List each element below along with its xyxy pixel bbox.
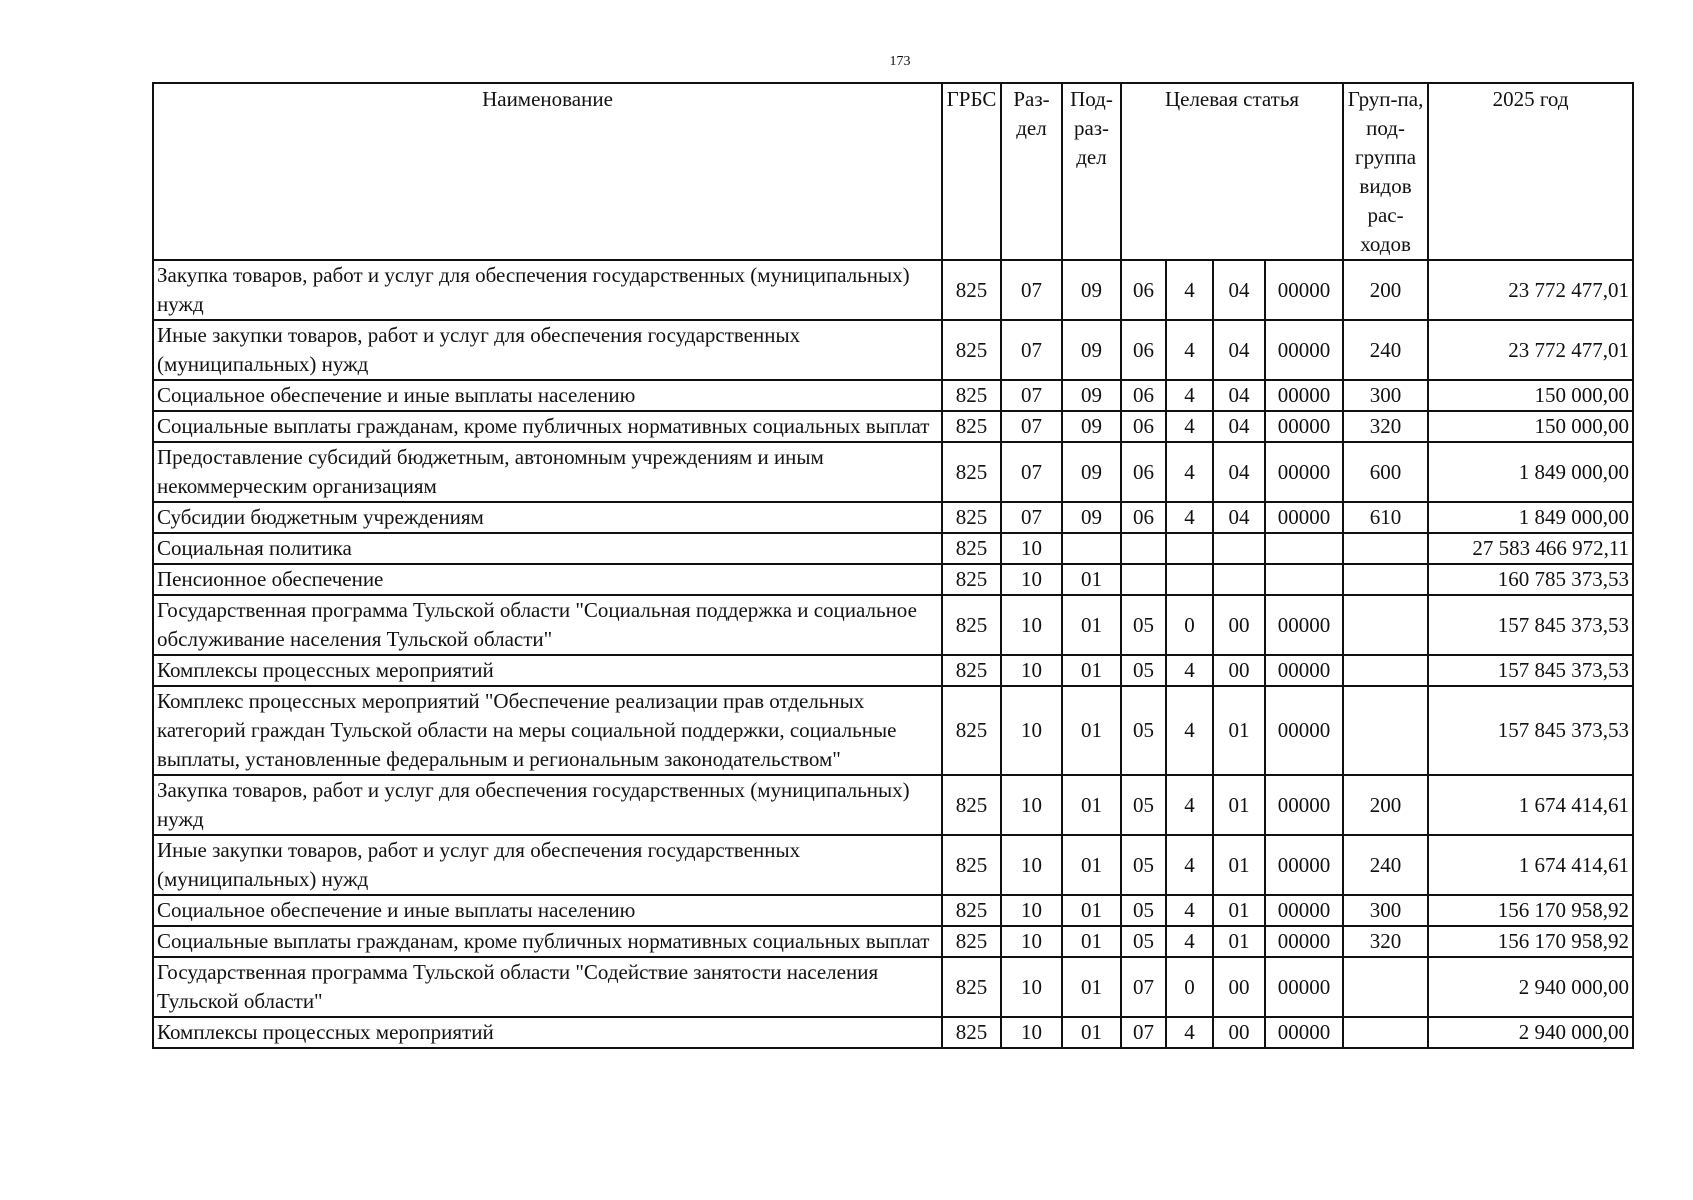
row-amount: 157 845 373,53 — [1428, 595, 1633, 655]
table-row — [153, 655, 1633, 686]
header-target: Целевая статья — [1121, 83, 1343, 260]
row-razdel: 07 — [1001, 502, 1062, 533]
row-name: Социальная политика — [153, 533, 942, 564]
row-target-sub: 04 — [1213, 442, 1265, 502]
row-razdel: 10 — [1001, 895, 1062, 926]
row-target-sub: 01 — [1213, 926, 1265, 957]
row-amount: 1 674 414,61 — [1428, 775, 1633, 835]
row-target-type: 4 — [1166, 926, 1213, 957]
row-podrazdel: 01 — [1062, 926, 1121, 957]
row-name: Иные закупки товаров, работ и услуг для обеспечения государственных (муниципальных) нужд — [153, 835, 942, 895]
table-row — [153, 502, 1633, 533]
row-razdel: 10 — [1001, 655, 1062, 686]
header-year: 2025 год — [1428, 83, 1633, 260]
row-target-code: 00000 — [1265, 320, 1343, 380]
row-target-sub: 01 — [1213, 835, 1265, 895]
row-razdel: 07 — [1001, 380, 1062, 411]
row-target-code: 00000 — [1265, 775, 1343, 835]
header-group: Груп-па, под-группа видов рас-ходов — [1343, 83, 1428, 260]
row-target-sub: 00 — [1213, 1017, 1265, 1048]
row-target-program: 06 — [1121, 502, 1166, 533]
row-target-program: 05 — [1121, 655, 1166, 686]
row-target-type: 4 — [1166, 1017, 1213, 1048]
row-target-code: 00000 — [1265, 380, 1343, 411]
row-grbs: 825 — [942, 320, 1001, 380]
row-expense-group — [1343, 686, 1428, 775]
row-target-type: 4 — [1166, 380, 1213, 411]
row-target-code — [1265, 564, 1343, 595]
row-expense-group — [1343, 564, 1428, 595]
row-podrazdel: 09 — [1062, 411, 1121, 442]
row-target-program: 07 — [1121, 1017, 1166, 1048]
table-row — [153, 533, 1633, 564]
row-target-program: 06 — [1121, 411, 1166, 442]
table-row — [153, 260, 1633, 320]
row-razdel: 10 — [1001, 1017, 1062, 1048]
row-amount: 160 785 373,53 — [1428, 564, 1633, 595]
row-target-sub: 00 — [1213, 595, 1265, 655]
table-row — [153, 380, 1633, 411]
row-name: Субсидии бюджетным учреждениям — [153, 502, 942, 533]
row-podrazdel: 01 — [1062, 686, 1121, 775]
row-target-program: 07 — [1121, 957, 1166, 1017]
row-razdel: 07 — [1001, 320, 1062, 380]
row-expense-group: 610 — [1343, 502, 1428, 533]
row-target-sub: 04 — [1213, 380, 1265, 411]
row-name: Социальные выплаты гражданам, кроме публичных нормативных социальных выплат — [153, 926, 942, 957]
row-amount: 1 849 000,00 — [1428, 442, 1633, 502]
row-grbs: 825 — [942, 380, 1001, 411]
row-target-program: 05 — [1121, 595, 1166, 655]
table-row — [153, 775, 1633, 835]
row-amount: 2 940 000,00 — [1428, 1017, 1633, 1048]
row-target-program: 05 — [1121, 686, 1166, 775]
row-podrazdel: 01 — [1062, 595, 1121, 655]
row-expense-group — [1343, 1017, 1428, 1048]
row-grbs: 825 — [942, 835, 1001, 895]
row-target-program: 06 — [1121, 320, 1166, 380]
row-razdel: 07 — [1001, 442, 1062, 502]
table-row — [153, 1017, 1633, 1048]
row-target-type — [1166, 533, 1213, 564]
row-target-code: 00000 — [1265, 260, 1343, 320]
row-target-type: 4 — [1166, 655, 1213, 686]
row-expense-group: 240 — [1343, 835, 1428, 895]
row-target-sub: 04 — [1213, 411, 1265, 442]
row-target-type: 4 — [1166, 411, 1213, 442]
row-target-sub — [1213, 564, 1265, 595]
row-amount: 156 170 958,92 — [1428, 926, 1633, 957]
table-row — [153, 926, 1633, 957]
row-podrazdel: 01 — [1062, 1017, 1121, 1048]
row-target-code: 00000 — [1265, 895, 1343, 926]
row-target-sub: 04 — [1213, 502, 1265, 533]
row-grbs: 825 — [942, 957, 1001, 1017]
row-expense-group: 320 — [1343, 411, 1428, 442]
row-name: Социальные выплаты гражданам, кроме публичных нормативных социальных выплат — [153, 411, 942, 442]
row-target-code: 00000 — [1265, 655, 1343, 686]
row-target-sub: 04 — [1213, 260, 1265, 320]
row-grbs: 825 — [942, 442, 1001, 502]
row-target-code: 00000 — [1265, 595, 1343, 655]
budget-table — [152, 82, 1634, 1049]
row-podrazdel: 01 — [1062, 655, 1121, 686]
row-target-type: 4 — [1166, 260, 1213, 320]
row-grbs: 825 — [942, 260, 1001, 320]
row-amount: 27 583 466 972,11 — [1428, 533, 1633, 564]
row-razdel: 10 — [1001, 686, 1062, 775]
row-podrazdel: 01 — [1062, 564, 1121, 595]
row-podrazdel: 01 — [1062, 835, 1121, 895]
row-grbs: 825 — [942, 502, 1001, 533]
row-amount: 150 000,00 — [1428, 380, 1633, 411]
row-grbs: 825 — [942, 775, 1001, 835]
row-podrazdel: 09 — [1062, 442, 1121, 502]
row-target-sub: 01 — [1213, 686, 1265, 775]
row-podrazdel — [1062, 533, 1121, 564]
row-target-code: 00000 — [1265, 835, 1343, 895]
row-expense-group: 200 — [1343, 775, 1428, 835]
row-amount: 1 849 000,00 — [1428, 502, 1633, 533]
row-expense-group — [1343, 655, 1428, 686]
row-expense-group: 240 — [1343, 320, 1428, 380]
row-target-program: 05 — [1121, 926, 1166, 957]
row-razdel: 10 — [1001, 533, 1062, 564]
row-target-sub: 00 — [1213, 957, 1265, 1017]
row-grbs: 825 — [942, 1017, 1001, 1048]
row-target-sub: 00 — [1213, 655, 1265, 686]
row-expense-group — [1343, 595, 1428, 655]
header-row — [153, 83, 1633, 260]
table-row — [153, 957, 1633, 1017]
row-grbs: 825 — [942, 895, 1001, 926]
row-target-program: 06 — [1121, 260, 1166, 320]
row-grbs: 825 — [942, 595, 1001, 655]
row-target-code: 00000 — [1265, 1017, 1343, 1048]
row-target-type: 4 — [1166, 502, 1213, 533]
row-amount: 23 772 477,01 — [1428, 260, 1633, 320]
header-podrazdel: Под-раз-дел — [1062, 83, 1121, 260]
row-target-sub: 01 — [1213, 895, 1265, 926]
row-target-code: 00000 — [1265, 502, 1343, 533]
row-podrazdel: 09 — [1062, 260, 1121, 320]
row-name: Социальное обеспечение и иные выплаты населению — [153, 895, 942, 926]
row-name: Пенсионное обеспечение — [153, 564, 942, 595]
row-target-type: 4 — [1166, 895, 1213, 926]
row-target-program — [1121, 533, 1166, 564]
row-target-program: 05 — [1121, 835, 1166, 895]
row-amount: 2 940 000,00 — [1428, 957, 1633, 1017]
row-target-code: 00000 — [1265, 926, 1343, 957]
row-name: Государственная программа Тульской области "Социальная поддержка и социальное обслуживание населения Тульской области" — [153, 595, 942, 655]
table-row — [153, 686, 1633, 775]
row-target-type: 4 — [1166, 320, 1213, 380]
row-target-code: 00000 — [1265, 957, 1343, 1017]
row-target-sub: 04 — [1213, 320, 1265, 380]
table-row — [153, 320, 1633, 380]
row-name: Комплекс процессных мероприятий "Обеспечение реализации прав отдельных категорий граждан Тульской области на меры социальной поддержки, социальные выплаты, установленные федеральным и региональным законодательством" — [153, 686, 942, 775]
row-razdel: 10 — [1001, 564, 1062, 595]
header-name: Наименование — [153, 83, 942, 260]
row-razdel: 07 — [1001, 260, 1062, 320]
row-target-program: 06 — [1121, 442, 1166, 502]
row-target-type: 0 — [1166, 595, 1213, 655]
row-name: Социальное обеспечение и иные выплаты населению — [153, 380, 942, 411]
row-razdel: 07 — [1001, 411, 1062, 442]
row-amount: 23 772 477,01 — [1428, 320, 1633, 380]
row-amount: 150 000,00 — [1428, 411, 1633, 442]
row-name: Государственная программа Тульской области "Содействие занятости населения Тульской области" — [153, 957, 942, 1017]
row-amount: 156 170 958,92 — [1428, 895, 1633, 926]
table-row — [153, 895, 1633, 926]
row-podrazdel: 09 — [1062, 320, 1121, 380]
row-target-type: 4 — [1166, 775, 1213, 835]
row-grbs: 825 — [942, 655, 1001, 686]
row-razdel: 10 — [1001, 775, 1062, 835]
row-amount: 157 845 373,53 — [1428, 655, 1633, 686]
row-target-type: 4 — [1166, 686, 1213, 775]
row-grbs: 825 — [942, 686, 1001, 775]
row-expense-group: 320 — [1343, 926, 1428, 957]
header-grbs: ГРБС — [942, 83, 1001, 260]
row-expense-group — [1343, 957, 1428, 1017]
row-target-program: 05 — [1121, 895, 1166, 926]
row-name: Закупка товаров, работ и услуг для обеспечения государственных (муниципальных) нужд — [153, 775, 942, 835]
row-razdel: 10 — [1001, 926, 1062, 957]
row-grbs: 825 — [942, 564, 1001, 595]
table-body — [153, 260, 1633, 1048]
row-expense-group: 200 — [1343, 260, 1428, 320]
row-razdel: 10 — [1001, 595, 1062, 655]
row-expense-group: 300 — [1343, 380, 1428, 411]
table-row — [153, 411, 1633, 442]
header-razdel: Раз-дел — [1001, 83, 1062, 260]
row-target-type: 0 — [1166, 957, 1213, 1017]
row-name: Комплексы процессных мероприятий — [153, 655, 942, 686]
row-grbs: 825 — [942, 533, 1001, 564]
row-target-code: 00000 — [1265, 411, 1343, 442]
row-target-sub — [1213, 533, 1265, 564]
row-target-program — [1121, 564, 1166, 595]
row-expense-group: 600 — [1343, 442, 1428, 502]
table-row — [153, 564, 1633, 595]
table-row — [153, 595, 1633, 655]
row-podrazdel: 01 — [1062, 957, 1121, 1017]
row-expense-group: 300 — [1343, 895, 1428, 926]
row-amount: 1 674 414,61 — [1428, 835, 1633, 895]
row-grbs: 825 — [942, 411, 1001, 442]
table-row — [153, 442, 1633, 502]
row-amount: 157 845 373,53 — [1428, 686, 1633, 775]
table-row — [153, 835, 1633, 895]
row-target-code: 00000 — [1265, 686, 1343, 775]
row-target-code — [1265, 533, 1343, 564]
row-podrazdel: 09 — [1062, 502, 1121, 533]
row-target-sub: 01 — [1213, 775, 1265, 835]
row-target-type: 4 — [1166, 835, 1213, 895]
row-name: Комплексы процессных мероприятий — [153, 1017, 942, 1048]
row-name: Закупка товаров, работ и услуг для обеспечения государственных (муниципальных) нужд — [153, 260, 942, 320]
page-number: 173 — [889, 54, 911, 69]
row-podrazdel: 01 — [1062, 895, 1121, 926]
row-target-program: 05 — [1121, 775, 1166, 835]
row-razdel: 10 — [1001, 835, 1062, 895]
row-grbs: 825 — [942, 926, 1001, 957]
row-razdel: 10 — [1001, 957, 1062, 1017]
row-name: Предоставление субсидий бюджетным, автономным учреждениям и иным некоммерческим организациям — [153, 442, 942, 502]
row-name: Иные закупки товаров, работ и услуг для обеспечения государственных (муниципальных) нужд — [153, 320, 942, 380]
row-target-type — [1166, 564, 1213, 595]
row-podrazdel: 09 — [1062, 380, 1121, 411]
row-target-program: 06 — [1121, 380, 1166, 411]
row-expense-group — [1343, 533, 1428, 564]
row-podrazdel: 01 — [1062, 775, 1121, 835]
row-target-type: 4 — [1166, 442, 1213, 502]
row-target-code: 00000 — [1265, 442, 1343, 502]
